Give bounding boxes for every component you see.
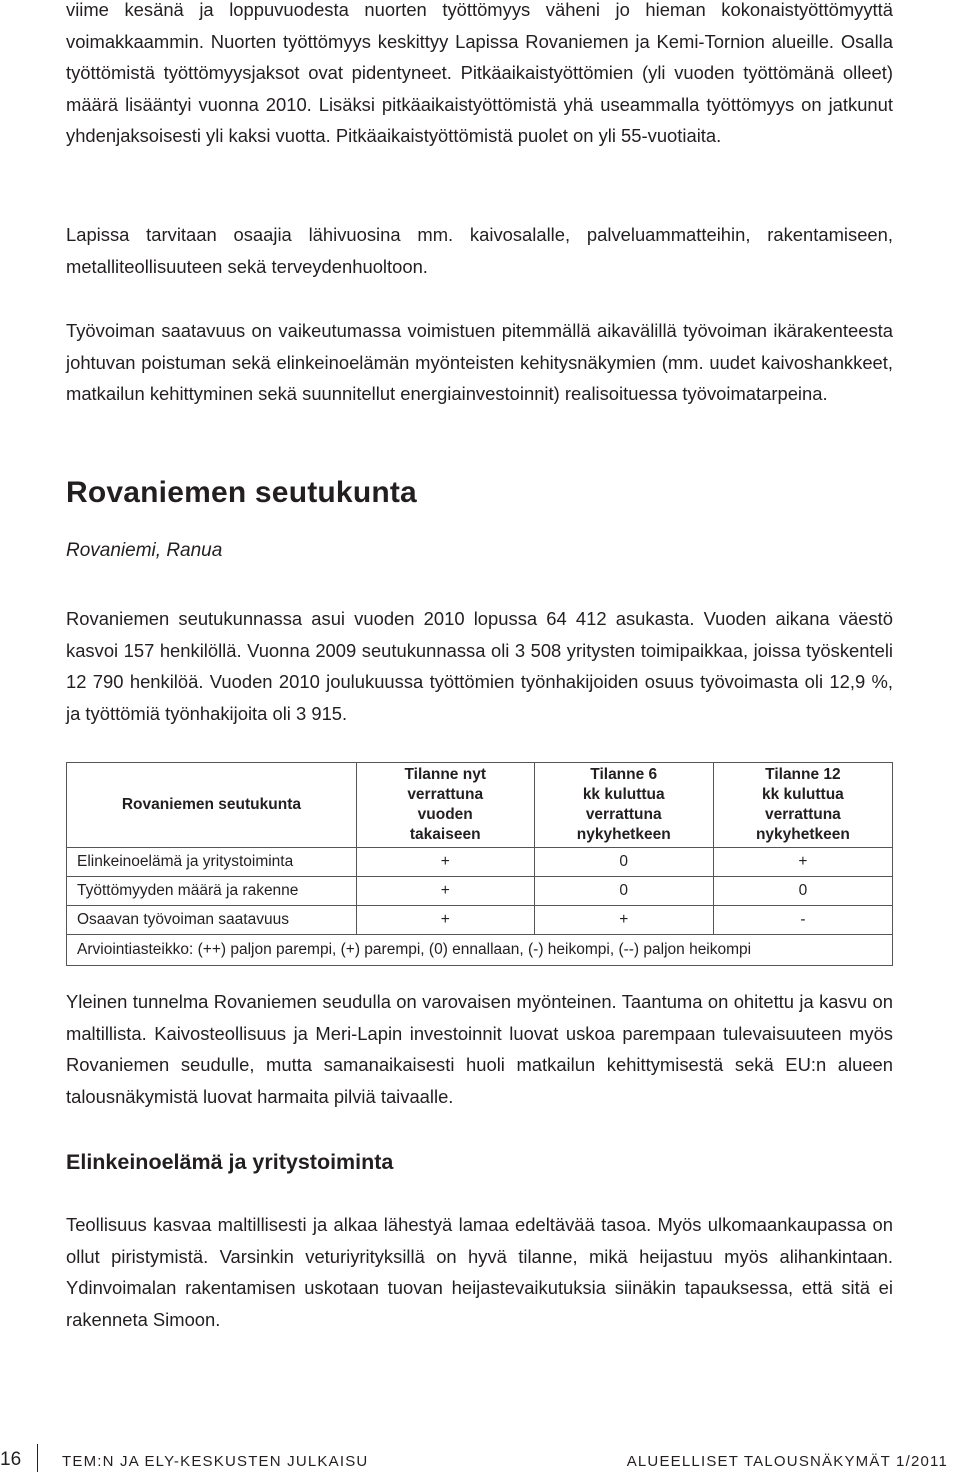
header-line: nykyhetkeen [755,826,850,843]
header-line: kk kuluttua [761,786,844,803]
footer-divider [37,1444,38,1472]
value-6-months: 0 [534,848,713,877]
row-label: Elinkeinoelämä ja yritystoiminta [67,848,357,877]
table-row [67,848,893,877]
header-line: Tilanne nyt [404,766,486,783]
row-label: Osaavan työvoiman saatavuus [67,906,357,935]
table-header-row [67,763,893,848]
table-row [67,877,893,906]
value-now: + [356,848,534,877]
header-12-months [713,763,892,848]
subheading: Elinkeinoelämä ja yritystoiminta [66,1150,394,1174]
value-6-months: + [534,906,713,935]
header-line: takaiseen [409,826,481,843]
header-line: nykyhetkeen [576,826,671,843]
header-line: verrattuna [585,806,662,823]
assessment-table [66,762,893,966]
header-line: kk kuluttua [582,786,665,803]
value-12-months: + [713,848,892,877]
publication-title: ALUEELLISET TALOUSNÄKYMÄT 1/2011 [626,1453,948,1470]
value-12-months: 0 [713,877,892,906]
value-now: + [356,906,534,935]
paragraph-skills-demand: Lapissa tarvitaan osaajia lähivuosina mm. kaivosalalle, palveluammatteihin, rakentamiseen, metalliteollisuuteen sekä terveydenhuoltoon. [66,224,893,277]
header-line: Tilanne 6 [590,766,658,783]
row-label: Työttömyyden määrä ja rakenne [67,877,357,906]
header-6-months [534,763,713,848]
value-12-months: - [713,906,892,935]
paragraph-labour-availability: Työvoiman saatavuus on vaikeutumassa voimistuen pitemmällä aikavälillä työvoiman ikärakenteesta johtuvan poistuman sekä elinkeinoelämän myönteisten kehitysnäkymien (mm. uudet kaivoshankkeet, matkailun kehittyminen sekä suunnitellut energiainvestoinnit) realisoituessa työvoimatarpeina. [66,320,893,404]
page-number: 16 [0,1449,22,1470]
table-row [67,906,893,935]
header-line: verrattuna [407,786,484,803]
paragraph-industry: Teollisuus kasvaa maltillisesti ja alkaa lähestyä lamaa edeltävää tasoa. Myös ulkomaankaupassa on ollut piristymistä. Varsinkin veturiyrityksillä on hyvä tilanne, mikä heijastuu myös alihankintaan. Ydinvoimalan rakentamisen uskotaan tuovan heijastevaikutuksia siinäkin tapauksessa, että sitä ei rakenneta Simoon. [66,1214,893,1330]
rating-scale-legend: Arviointiasteikko: (++) paljon parempi, (+) parempi, (0) ennallaan, (-) heikompi, (--) paljon heikompi [67,935,893,966]
value-now: + [356,877,534,906]
table-legend-row [67,935,893,966]
section-subtitle: Rovaniemi, Ranua [66,540,223,561]
paragraph-general-mood: Yleinen tunnelma Rovaniemen seudulla on varovaisen myönteinen. Taantuma on ohitettu ja kasvu on maltillista. Kaivosteollisuus ja Meri-Lapin investoinnit luovat uskoa parempaan tulevaisuuteen myös Rovaniemen seudulle, mutta samanaikaisesti huoli matkailun kehittymisestä sekä EU:n alueen talousnäkymistä luovat harmaita pilviä taivaalle. [66,991,893,1107]
header-now [356,763,534,848]
section-title: Rovaniemen seutukunta [66,476,417,509]
paragraph-region-stats: Rovaniemen seutukunnassa asui vuoden 2010 lopussa 64 412 asukasta. Vuoden aikana väestö kasvoi 157 henkilöllä. Vuonna 2009 seutukunnassa oli 3 508 yritysten toimipaikkaa, joissa työskenteli 12 790 henkilöä. Vuoden 2010 joulukuussa työttömien työnhakijoiden osuus työvoimasta oli 12,9 %, ja työttömiä työnhakijoita oli 3 915. [66,608,893,724]
value-6-months: 0 [534,877,713,906]
header-region: Rovaniemen seutukunta [67,763,357,848]
header-line: vuoden [417,806,473,823]
header-line: verrattuna [765,806,841,823]
paragraph-youth-unemployment: viime kesänä ja loppuvuodesta nuorten työttömyys väheni jo hieman kokonaistyöttömyyttä voimakkaammin. Nuorten työttömyys keskittyy Lapissa Rovaniemen ja Kemi-Tornion alueille. Osalla työttömistä työttömyysjaksot ovat pidentyneet. Pitkäaikaistyöttömien (yli vuoden työttömänä olleet) määrä lisääntyi vuonna 2010. Lisäksi pitkäaikaistyöttömistä yhä useammalla työttömyys on jatkunut yhdenjaksoisesti yli kaksi vuotta. Pitkäaikaistyöttömistä puolet on yli 55-vuotiaita. [66,0,893,146]
page-footer [0,1450,960,1471]
publisher-label: TEM:N JA ELY-KESKUSTEN JULKAISU [62,1453,369,1470]
header-line: Tilanne 12 [765,766,841,783]
